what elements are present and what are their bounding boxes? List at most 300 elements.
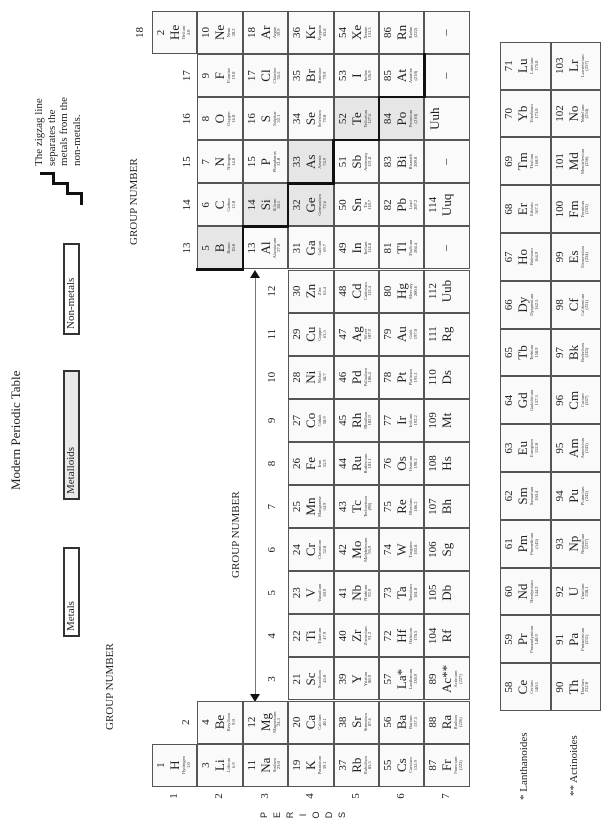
atomic-weight: (253): [584, 204, 589, 214]
atomic-weight: 157.3: [533, 395, 539, 406]
element-cell: [500, 472, 551, 520]
element-name: Sodium: [271, 758, 277, 773]
element-name: Chromium: [317, 539, 323, 560]
element-name: Ruthenium: [362, 453, 368, 474]
element-cell: [288, 226, 333, 269]
element-name: Iodine: [362, 69, 368, 82]
element-symbol: Ne: [212, 24, 228, 41]
atomic-number: 14: [245, 199, 258, 211]
element-cell: [551, 137, 602, 185]
period-number-label: 5: [349, 793, 362, 799]
atomic-number: 53: [336, 70, 349, 82]
element-name: Copper: [317, 327, 323, 341]
atomic-number: 46: [336, 371, 349, 383]
atomic-weight: 175.0: [533, 60, 539, 71]
atomic-number: 26: [291, 457, 304, 469]
element-symbol: Ru: [348, 455, 364, 472]
element-symbol: Pt: [394, 371, 409, 383]
atomic-weight: 9.0: [230, 719, 236, 725]
element-name: Argon: [271, 26, 277, 39]
element-symbol: Se: [303, 112, 319, 126]
element-symbol: K: [303, 760, 319, 770]
element-symbol: Ds: [439, 370, 455, 385]
atomic-weight: 58.9: [321, 416, 327, 425]
element-cell: [379, 226, 424, 269]
element-symbol: Rg: [439, 326, 455, 342]
element-cell: [334, 97, 379, 140]
atomic-number: 62: [503, 490, 515, 502]
element-symbol: Li: [212, 759, 228, 771]
element-symbol: Mg: [257, 713, 273, 732]
element-cell: [424, 270, 469, 313]
period-number-label: 1: [168, 793, 180, 799]
atomic-number: 9: [200, 72, 213, 79]
group-number-label: 17: [181, 70, 193, 82]
atomic-number: 4: [200, 719, 213, 725]
element-name: Gadolinium: [529, 389, 534, 412]
element-name: Neptunium: [579, 533, 585, 554]
element-cell: [379, 614, 424, 657]
atomic-number: 50: [336, 199, 349, 211]
element-symbol: Sm: [515, 487, 530, 505]
group-number-heading-left: GROUP NUMBER: [104, 643, 116, 730]
atomic-number: 90: [553, 681, 566, 693]
element-symbol: Th: [565, 679, 581, 695]
element-name: Helium: [181, 25, 186, 40]
element-symbol: Hs: [439, 456, 455, 471]
atomic-number: 35: [291, 70, 304, 82]
element-cell: [243, 183, 288, 226]
atomic-number: 7: [200, 159, 213, 165]
element-name: Praseodymium: [529, 625, 534, 653]
element-name: Germanium: [317, 194, 323, 216]
element-cell: [379, 313, 424, 356]
atomic-weight: 39.1: [321, 761, 327, 770]
atomic-weight: (245): [584, 347, 589, 358]
element-symbol: Np: [565, 535, 581, 552]
element-name: Tungsten: [408, 541, 413, 558]
atomic-number: 71: [503, 60, 515, 72]
element-name: Strontium: [362, 713, 368, 732]
atomic-weight: 102.9: [367, 415, 373, 426]
element-symbol: N: [212, 157, 228, 167]
atomic-number: 54: [336, 26, 349, 38]
element-name: Terbium: [529, 344, 534, 361]
element-symbol: Po: [394, 111, 409, 126]
element-name: Scandium: [317, 669, 323, 688]
atomic-weight: 27.0: [276, 244, 282, 252]
element-symbol: B: [212, 243, 228, 253]
atomic-number: 63: [503, 442, 515, 454]
element-cell: [500, 568, 551, 616]
element-cell: [334, 701, 379, 744]
element-name: Rhenium: [408, 498, 413, 515]
atomic-number: 89: [427, 673, 440, 685]
note-line: separates the: [45, 109, 58, 166]
element-name: Neon: [226, 27, 232, 38]
element-symbol: Cu: [303, 326, 319, 342]
atomic-weight: (210): [412, 113, 418, 124]
element-cell: [288, 614, 333, 657]
atomic-weight: 195.1: [412, 372, 418, 383]
element-name: Promethium: [529, 532, 534, 555]
element-symbol: Zn: [303, 283, 319, 299]
element-name: Nickel: [317, 371, 323, 384]
atomic-weight: 72.6: [321, 200, 327, 209]
atomic-weight: 112.4: [367, 286, 373, 297]
element-cell: [334, 183, 379, 226]
periods-letter: S: [337, 812, 347, 819]
element-cell: [197, 226, 242, 269]
atomic-weight: 45.0: [321, 675, 327, 683]
atomic-number: 107: [427, 498, 440, 515]
element-cell: [551, 663, 602, 711]
element-symbol: Am: [565, 438, 581, 458]
element-symbol: Db: [439, 584, 455, 601]
element-name: Molybdenum: [362, 537, 368, 562]
element-symbol: Uuq: [439, 193, 455, 217]
element-cell: [551, 42, 602, 90]
element-symbol: Dy: [515, 296, 530, 313]
element-cell: [288, 11, 333, 54]
element-cell: [379, 744, 424, 787]
periods-vertical-label: [258, 808, 349, 822]
element-symbol: Re: [394, 499, 409, 514]
atomic-weight: 4.0: [185, 29, 191, 36]
element-symbol: Gd: [515, 392, 530, 409]
element-name: Silver: [362, 328, 368, 340]
element-symbol: S: [257, 115, 273, 123]
element-cell: [379, 140, 424, 183]
atomic-number: 57: [382, 673, 394, 685]
atomic-weight: 158.9: [533, 347, 539, 358]
element-cell: [288, 356, 333, 399]
element-cell: [334, 11, 379, 54]
atomic-number: 39: [336, 673, 349, 685]
element-cell: [334, 54, 379, 97]
element-symbol: Pa: [565, 632, 581, 646]
atomic-number: 79: [382, 328, 394, 340]
element-cell: [334, 442, 379, 485]
element-symbol: Co: [303, 412, 319, 428]
element-cell: [500, 520, 551, 568]
note-line: metals from the: [58, 96, 70, 166]
atomic-number: 68: [503, 203, 515, 215]
element-cell: [379, 701, 424, 744]
element-symbol: As: [303, 154, 319, 169]
element-symbol: Fe: [303, 456, 319, 470]
atomic-weight: 92.9: [367, 588, 373, 597]
atomic-number: 18: [245, 26, 258, 38]
element-symbol: Yb: [515, 105, 530, 122]
atomic-weight: 54.9: [321, 502, 327, 511]
zigzag-note: [33, 97, 83, 166]
group-number-label: 6: [266, 546, 278, 553]
atomic-weight: 39.9: [276, 28, 282, 37]
element-name: Mercury: [408, 283, 413, 299]
element-name: Platinum: [408, 369, 413, 386]
element-cell: [243, 97, 288, 140]
atomic-number: 69: [503, 155, 515, 167]
atomic-weight: 126.9: [367, 70, 373, 81]
element-symbol: Bk: [565, 344, 581, 361]
atomic-number: 25: [291, 501, 304, 513]
empty-element-cell: [424, 140, 469, 183]
element-name: Technetium: [362, 495, 368, 518]
atomic-weight: 181.0: [412, 587, 418, 598]
atomic-weight: 28.1: [276, 200, 282, 209]
element-name: Plutonium: [579, 486, 585, 506]
atomic-weight: 162.5: [533, 299, 539, 310]
element-cell: [243, 701, 288, 744]
element-cell: [243, 226, 288, 269]
atomic-weight: (210): [412, 70, 418, 81]
element-symbol: Ti: [303, 630, 319, 642]
element-name: Fermium: [579, 200, 585, 218]
atomic-weight: 19.0: [230, 71, 236, 80]
atomic-number: 10: [200, 26, 213, 38]
atomic-weight: 47.9: [321, 631, 327, 640]
element-cell: [288, 97, 333, 140]
element-symbol: Pb: [394, 198, 409, 212]
atomic-weight: 192.2: [412, 415, 418, 426]
element-name: Magnesium: [271, 711, 277, 733]
atomic-weight: 190.2: [412, 458, 418, 469]
element-symbol: Ta: [394, 586, 409, 600]
element-name: Tantalum: [408, 584, 413, 602]
atomic-number: 51: [336, 156, 349, 168]
atomic-weight: (226): [457, 717, 463, 727]
atomic-weight: 83.8: [321, 28, 327, 37]
atomic-weight: 55.9: [321, 459, 327, 468]
period-number-label: 7: [440, 793, 453, 799]
element-name: Boron: [226, 242, 232, 254]
atomic-number: 36: [291, 26, 304, 38]
element-symbol: P: [257, 158, 273, 166]
element-name: Thulium: [529, 153, 534, 170]
element-symbol: Nb: [348, 584, 364, 601]
element-symbol: Fr: [439, 759, 455, 771]
element-symbol: Na: [257, 757, 273, 773]
atomic-weight: (251): [584, 299, 589, 310]
zigzag-segment: [242, 225, 245, 271]
group-number-label: 7: [266, 503, 278, 510]
element-symbol: Ce: [515, 679, 530, 695]
element-name: Radon: [408, 26, 413, 39]
group-number-label: 12: [266, 285, 278, 297]
element-symbol: Ar: [257, 25, 273, 40]
element-name: Krypton: [317, 24, 323, 40]
zigzag-segment: [242, 225, 290, 228]
atomic-number: 60: [503, 586, 515, 598]
element-symbol: I: [348, 73, 364, 78]
element-cell: [152, 744, 197, 787]
placeholder-dash: –: [438, 244, 453, 251]
atomic-number: 82: [382, 199, 394, 211]
element-name: Tin: [362, 201, 368, 208]
element-symbol: Ho: [515, 248, 530, 265]
element-symbol: Sg: [439, 542, 455, 557]
element-symbol: Au: [394, 326, 409, 343]
atomic-number: 96: [553, 394, 566, 406]
element-cell: [379, 528, 424, 571]
atomic-number: 24: [291, 544, 304, 556]
element-symbol: W: [394, 543, 409, 556]
element-symbol: Fm: [565, 200, 581, 218]
atomic-weight: 200.6: [412, 286, 418, 297]
atomic-weight: 114.8: [367, 242, 373, 253]
atomic-weight: 24.3: [276, 718, 282, 726]
element-name: Americium: [579, 437, 585, 459]
element-symbol: Pu: [565, 489, 581, 503]
atomic-number: 42: [336, 544, 349, 556]
atomic-number: 91: [553, 633, 566, 645]
element-symbol: Tb: [515, 345, 530, 360]
group-number-label: 8: [266, 460, 278, 467]
element-symbol: Sb: [348, 154, 364, 169]
element-cell: [379, 270, 424, 313]
element-cell: [424, 313, 469, 356]
atomic-weight: 31.0: [276, 157, 282, 166]
element-cell: [334, 226, 379, 269]
atomic-number: 58: [503, 681, 515, 693]
atomic-number: 108: [427, 455, 440, 472]
element-symbol: Md: [565, 152, 581, 171]
element-symbol: Rf: [439, 629, 455, 643]
atomic-weight: 204.4: [412, 242, 418, 254]
element-cell: [551, 424, 602, 472]
atomic-number: 56: [382, 716, 394, 728]
periods-letter: E: [272, 812, 282, 819]
element-cell: [288, 657, 333, 700]
element-name: Rhodium: [362, 411, 368, 429]
element-name: Indium: [362, 241, 368, 255]
element-name: Caesium: [408, 757, 413, 774]
atomic-number: 38: [336, 716, 349, 728]
element-cell: [500, 376, 551, 424]
group-number-label: 16: [181, 113, 193, 125]
element-name: Thallium: [408, 239, 413, 257]
atomic-number: 55: [382, 759, 394, 771]
atomic-number: 12: [245, 716, 258, 728]
atomic-weight: 35.5: [276, 71, 282, 80]
element-name: Titanium: [317, 627, 323, 645]
element-name: Cerium: [529, 680, 534, 694]
element-cell: [379, 399, 424, 442]
element-cell: [551, 568, 602, 616]
element-name: Radium: [453, 714, 459, 730]
atomic-number: 8: [200, 115, 213, 122]
element-cell: [334, 485, 379, 528]
atomic-weight: 137.3: [412, 717, 418, 728]
element-symbol: F: [212, 71, 228, 80]
atomic-weight: 183.8: [412, 544, 418, 555]
group-number-label: 2: [180, 719, 192, 725]
atomic-weight: 207.2: [412, 199, 418, 210]
element-symbol: Si: [257, 199, 273, 211]
element-name: Carbon: [226, 198, 232, 212]
element-cell: [500, 185, 551, 233]
element-symbol: Pd: [348, 370, 364, 385]
element-cell: [288, 140, 333, 183]
actinoides-label: ** Actinoides: [568, 735, 580, 796]
zigzag-segment: [332, 139, 335, 185]
empty-element-cell: [424, 54, 469, 97]
atomic-number: 81: [382, 242, 394, 254]
atomic-weight: 87.6: [367, 718, 373, 726]
atomic-number: 83: [382, 156, 394, 168]
element-symbol: Tc: [348, 500, 364, 513]
element-name: Oxygen: [226, 111, 232, 126]
atomic-number: 67: [503, 251, 515, 263]
element-cell: [424, 744, 469, 787]
legend-metals: Metals: [63, 547, 80, 637]
element-symbol: Rh: [348, 412, 364, 428]
atomic-number: 48: [336, 285, 349, 297]
element-symbol: Ge: [303, 197, 319, 213]
element-name: Tellurium: [362, 109, 368, 128]
element-symbol: Ra: [439, 714, 455, 730]
atomic-weight: 95.9: [367, 545, 373, 554]
element-name: Potassium: [317, 755, 323, 775]
element-cell: [551, 376, 602, 424]
atomic-number: 15: [245, 156, 258, 168]
element-cell: [424, 356, 469, 399]
element-name: Polonium: [408, 109, 413, 128]
element-symbol: Uuh: [427, 107, 443, 130]
element-symbol: Hg: [394, 283, 409, 300]
atomic-weight: 197.0: [412, 329, 418, 340]
atomic-weight: 106.4: [367, 372, 373, 383]
atomic-number: 80: [382, 285, 394, 297]
element-cell: [379, 485, 424, 528]
element-cell: [379, 97, 424, 140]
atomic-number: 92: [553, 586, 566, 598]
group-number-heading-middle: GROUP NUMBER: [230, 491, 242, 578]
element-symbol: Mt: [439, 412, 455, 428]
atomic-number: 74: [382, 544, 394, 556]
atomic-weight: (145): [533, 538, 539, 549]
element-name: Calcium: [317, 714, 323, 730]
group-number-label: 14: [181, 199, 193, 211]
element-cell: [334, 528, 379, 571]
element-name: Yttrium: [362, 671, 368, 687]
element-cell: [424, 485, 469, 528]
atomic-weight: 209.0: [412, 156, 418, 167]
atomic-number: 101: [553, 153, 566, 170]
atomic-weight: 131.3: [367, 27, 373, 38]
element-symbol: Er: [515, 202, 530, 216]
legend-metalloids: Metalloids: [63, 370, 80, 500]
element-name: Uranium: [579, 583, 585, 600]
element-symbol: Bi: [394, 155, 409, 168]
element-cell: [334, 140, 379, 183]
atomic-weight: 1.0: [185, 762, 191, 768]
element-symbol: Ca: [303, 714, 319, 730]
element-cell: [551, 185, 602, 233]
element-symbol: Sc: [303, 672, 319, 686]
element-cell: [288, 701, 333, 744]
element-name: Lanthanum: [408, 668, 413, 690]
atomic-number: 37: [336, 759, 349, 771]
atomic-number: 64: [503, 394, 515, 406]
atomic-weight: 65.4: [321, 287, 327, 295]
atomic-weight: 107.9: [367, 329, 373, 340]
element-name: Bromine: [317, 67, 323, 84]
atomic-weight: (257): [584, 60, 589, 71]
element-symbol: Pr: [515, 633, 530, 646]
atomic-weight: 186.2: [412, 501, 418, 512]
